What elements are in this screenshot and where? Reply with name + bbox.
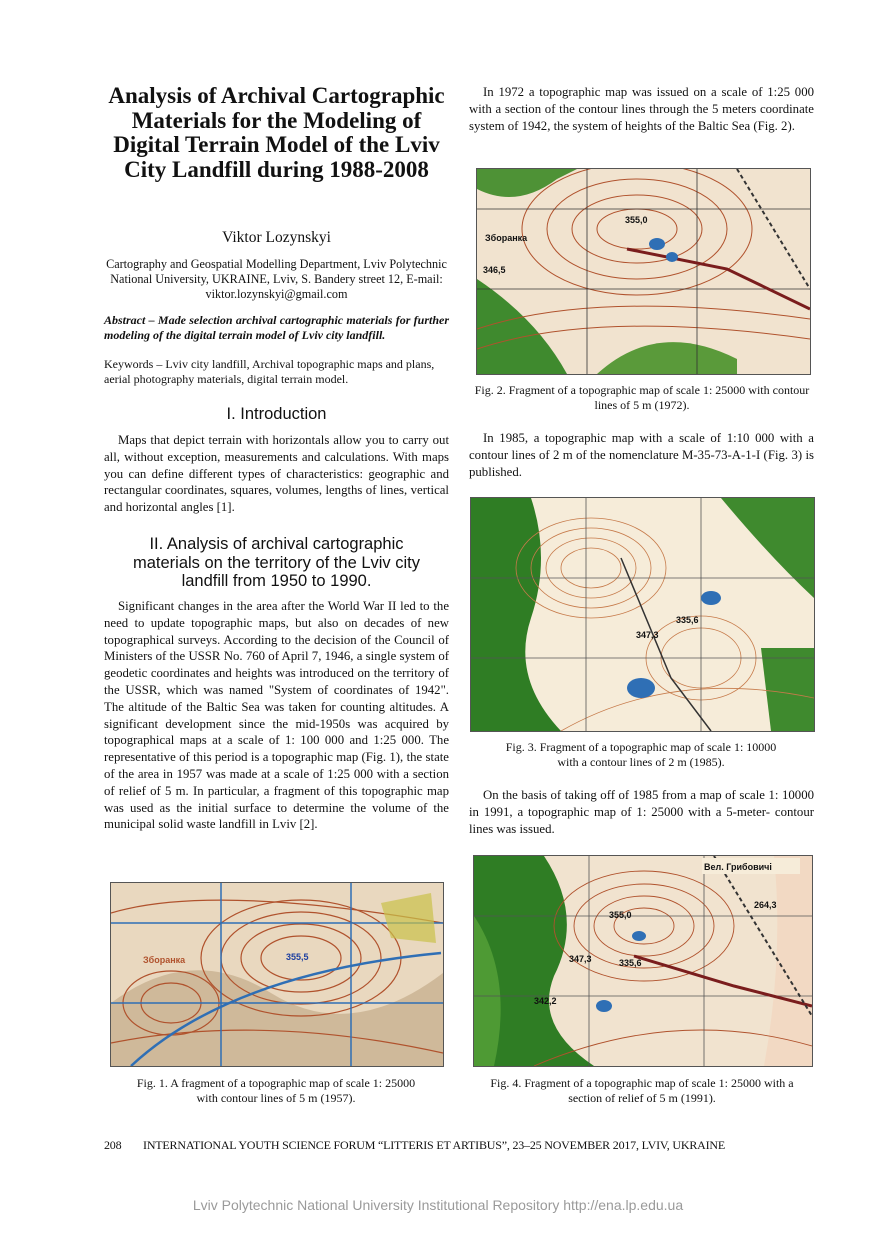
figure-2-caption: Fig. 2. Fragment of a topographic map of scale 1: 25000 with contour lines of 5 m (1972). [474, 383, 810, 412]
figure-3-caption: Fig. 3. Fragment of a topographic map of scale 1: 10000 with a contour lines of 2 m (1985). [505, 740, 777, 769]
figure-4-map [473, 855, 813, 1067]
paper-title: Analysis of Archival Cartographic Materials for the Modeling of Digital Terrain Model of the Lviv City Landfill during 1988-2008 [108, 83, 445, 182]
section-heading-analysis: II. Analysis of archival cartographic materials on the territory of the Lviv city landfill from 1950 to 1990. [132, 535, 421, 590]
page-number: 208 [104, 1138, 122, 1152]
keywords: Keywords – Lviv city landfill, Archival topographic maps and plans, aerial photography materials, digital terrain model. [104, 357, 435, 386]
author-name: Viktor Lozynskyi [222, 229, 331, 246]
fig4-label-village: Вел. Грибовичі [704, 862, 772, 872]
page-footer [104, 1138, 784, 1153]
introduction-paragraph: Maps that depict terrain with horizontals allow you to carry out all, without exception, measurements and calculations. With maps you can define different types of characteristics: geographic and rectangular coordinates, squares, volumes, lengths of lines, vertical and horizontal angles [1]. [104, 433, 449, 515]
author-affiliation: Cartography and Geospatial Modelling Department, Lviv Polytechnic National University, UKRAINE, Lviv, S. Bandery street 12, E-mail: viktor.lozynskyi@gmail.com [106, 257, 447, 301]
conference-name: INTERNATIONAL YOUTH SCIENCE FORUM “LITTERIS ET ARTIBUS”, 23–25 NOVEMBER 2017, LVIV, UKRAINE [143, 1138, 725, 1152]
fig4-label-height-5: 342,2 [534, 996, 557, 1006]
figure-2-map [476, 168, 811, 375]
figure-1-map [110, 882, 444, 1067]
analysis-paragraph: Significant changes in the area after the World War II led to the need to update topographic maps, but also on decades of new topographical surveys. According to the decision of the Council of Ministers of the USSR No. 760 of April 7, 1946, a single system of geodetic coordinates and heights was introduced on the territory of the USSR, which was named "System of coordinates of 1942". The altitude of the Baltic Sea was taken for counting altitudes. A significant development since the mid-1950s was acquired by topographical maps at a scale of 1: 100 000 and 1:25 000. The representative of this period is a topographic map (Fig. 1), the state of the area in 1957 was made at a scale of 1:25 000 with a section of relief of 5 m. In particular, a fragment of this topographic map was used as the initial surface to determine the volume of the municipal solid waste landfill in Lviv [2]. [104, 599, 449, 832]
figure-4-caption: Fig. 4. Fragment of a topographic map of scale 1: 25000 with a section of relief of 5 m (1991). [490, 1076, 794, 1105]
figure-1-caption: Fig. 1. A fragment of a topographic map of scale 1: 25000 with contour lines of 5 m (1957). [136, 1076, 416, 1105]
fig2-label-height: 355,0 [625, 215, 648, 225]
right-paragraph-1991: On the basis of taking off of 1985 from a map of scale 1: 10000 in 1991, a topographic map of 1: 25000 with a 5-meter- contour lines was issued. [469, 788, 814, 836]
right-paragraph-1985: In 1985, a topographic map with a scale of 1:10 000 with a contour lines of 2 m of the nomenclature M-35-73-A-1-I (Fig. 3) is published. [469, 431, 814, 479]
fig2-label-height-2: 346,5 [483, 265, 506, 275]
fig3-label-height-2: 335,6 [676, 615, 699, 625]
right-paragraph-1972: In 1972 a topographic map was issued on a scale of 1:25 000 with a section of the contour lines through the 5 meters coordinate system of 1942, the system of heights of the Baltic Sea (Fig. 2). [469, 85, 814, 133]
fig2-label-village: Зборанка [485, 233, 528, 243]
fig4-label-height-1: 355,0 [609, 910, 632, 920]
fig4-label-height-2: 347,3 [569, 954, 592, 964]
fig1-label-height: 355,5 [286, 952, 309, 962]
fig4-label-height-3: 335,6 [619, 958, 642, 968]
abstract: Abstract – Made selection archival cartographic materials for further modeling of the digital terrain model of Lviv city landfill. [104, 313, 449, 342]
figure-3-map [470, 497, 815, 732]
fig3-label-height-1: 347,3 [636, 630, 659, 640]
section-heading-introduction: I. Introduction [226, 405, 327, 423]
repository-watermark: Lviv Polytechnic National University Institutional Repository http://ena.lp.edu.ua [192, 1197, 684, 1213]
fig1-label-village: Зборанка [143, 955, 186, 965]
fig4-label-height-4: 264,3 [754, 900, 777, 910]
